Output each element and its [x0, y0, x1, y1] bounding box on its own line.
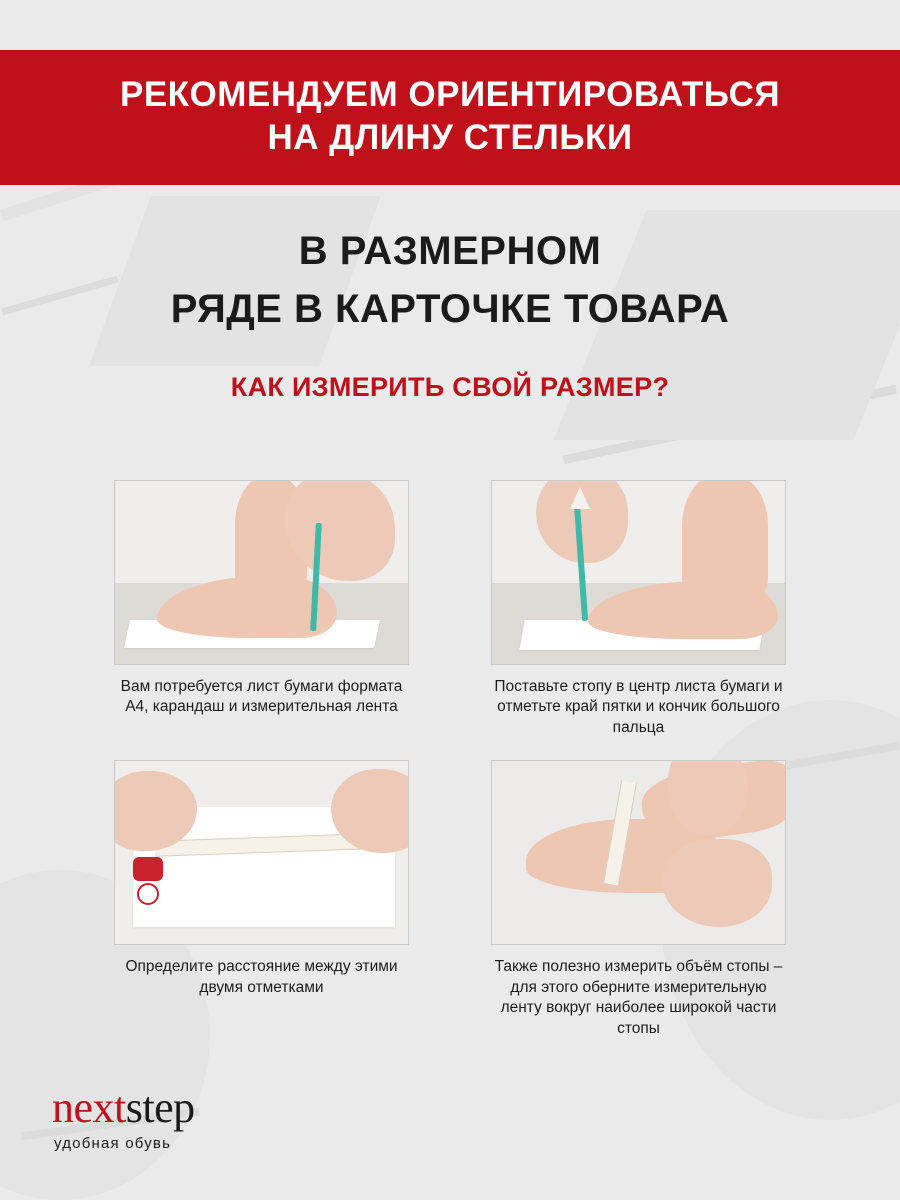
foot-and-pencil-photo — [114, 480, 409, 665]
heading-line-2: РЯДЕ В КАРТОЧКЕ ТОВАРА — [170, 287, 730, 331]
banner-line-1: РЕКОМЕНДУЕМ ОРИЕНТИРОВАТЬСЯ — [119, 75, 781, 114]
step-caption: Поставьте стопу в центр листа бумаги и отметьте край пятки и кончик большого пальца — [494, 678, 783, 736]
logo-tagline: удобная обувь — [54, 1135, 172, 1152]
step-caption: Вам потребуется лист бумаги формата А4, карандаш и измерительная лента — [120, 678, 403, 716]
step-item — [465, 760, 812, 1039]
logo-next-text: next — [52, 1083, 126, 1132]
headline-banner — [0, 50, 900, 185]
step-item — [88, 480, 435, 738]
tape-case — [133, 857, 163, 881]
headings-block — [0, 222, 900, 403]
heading-line-1: В РАЗМЕРНОМ — [298, 229, 602, 273]
step-item — [88, 760, 435, 1039]
step-caption: Также полезно измерить объём стопы – для этого оберните измерительную ленту вокруг наиболее широкой части стопы — [494, 958, 783, 1037]
brand-logo — [52, 1082, 195, 1152]
pencil-tip-icon — [570, 487, 590, 509]
measuring-distance-photo — [114, 760, 409, 945]
logo-wordmark — [52, 1082, 195, 1133]
step-item — [465, 480, 812, 738]
steps-grid — [0, 480, 900, 1039]
marking-heel-and-toe-photo — [491, 480, 786, 665]
step-caption: Определите расстояние между этими двумя отметками — [125, 958, 398, 996]
logo-step-text: step — [125, 1083, 195, 1132]
banner-line-2: НА ДЛИНУ СТЕЛЬКИ — [267, 117, 633, 157]
measuring-foot-girth-photo — [491, 760, 786, 945]
heading-question: КАК ИЗМЕРИТЬ СВОЙ РАЗМЕР? — [230, 372, 670, 402]
